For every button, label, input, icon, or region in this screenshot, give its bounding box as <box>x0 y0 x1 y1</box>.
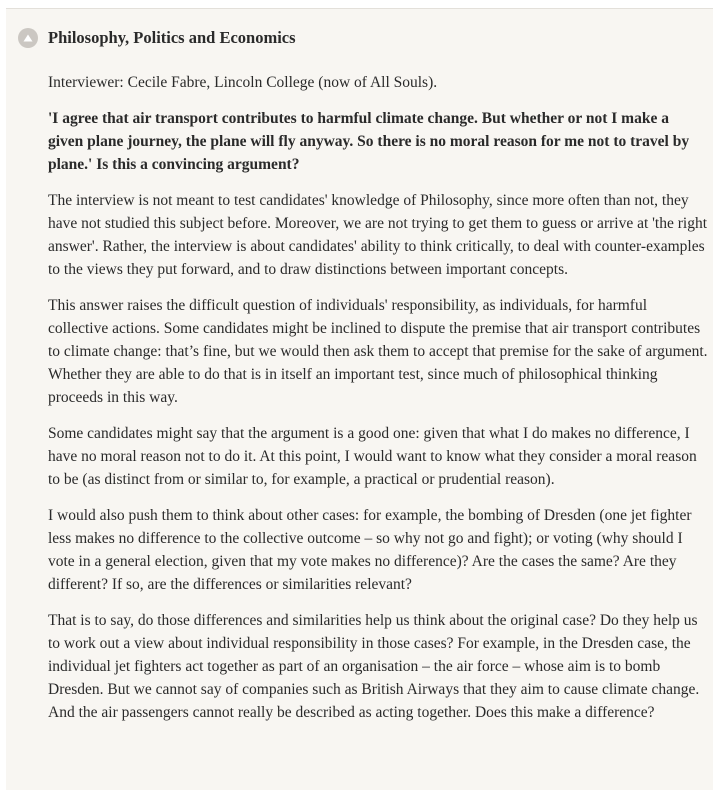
section-title[interactable]: Philosophy, Politics and Economics <box>48 28 296 47</box>
paragraph-2: This answer raises the difficult question of individuals' responsibility, as individuals, for harmful collective actions. Some candidates might be inclined to dispute the premise that air transport contributes to climate change: that’s fine, but we would then ask them to accept that premise for the sake of argument. Whether they are able to do that is in itself an important test, since much of philosophical thinking proceeds in this way. <box>48 297 708 406</box>
paragraph-3: Some candidates might say that the argument is a good one: given that what I do makes no difference, I have no moral reason not to do it. At this point, I would want to know what they consider a moral reason to be (as distinct from or similar to, for example, a practical or prudential reason). <box>48 425 697 488</box>
chevron-up-icon[interactable] <box>18 28 38 48</box>
paragraph-5: That is to say, do those differences and similarities help us think about the original case? Do they help us to work out a view about individual responsibility in those cases? For example, in the Dresden case, the individual jet fighters act together as part of an organisation – the air force – whose aim is to bomb Dresden. But we cannot say of companies such as British Airways that they aim to cause climate change. And the air passengers cannot really be described as acting together. Does this make a difference? <box>48 612 700 721</box>
accordion-content <box>48 71 708 737</box>
accordion-panel <box>6 8 713 790</box>
interviewer-line: Interviewer: Cecile Fabre, Lincoln College (now of All Souls). <box>48 74 438 91</box>
paragraph-1: The interview is not meant to test candidates' knowledge of Philosophy, since more often than not, they have not studied this subject before. Moreover, we are not trying to get them to guess or arrive at 'the right answer'. Rather, the interview is about candidates' ability to think critically, to deal with counter-examples to the views they put forward, and to draw distinctions between important concepts. <box>48 192 708 278</box>
paragraph-4: I would also push them to think about other cases: for example, the bombing of Dresden (one jet fighter less makes no difference to the collective outcome – so why not go and fight); or voting (why should I vote in a general election, given that my vote makes no difference)? Are the cases the same? Are they different? If so, are the differences or similarities relevant? <box>48 507 692 593</box>
interview-question: 'I agree that air transport contributes to harmful climate change. But whether or not I make a given plane journey, the plane will fly anyway. So there is no moral reason for me not to travel by plane.' Is this a convincing argument? <box>48 110 690 173</box>
